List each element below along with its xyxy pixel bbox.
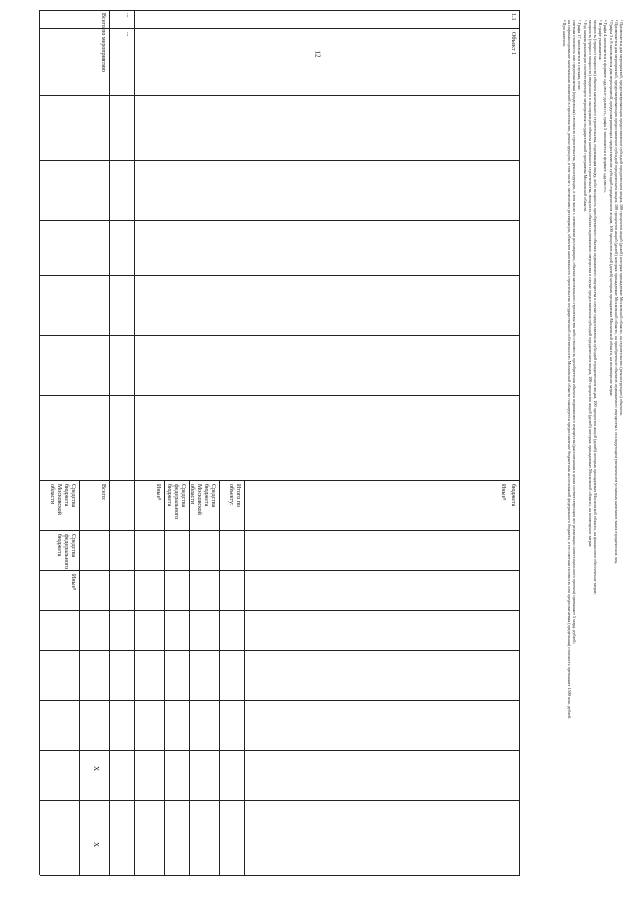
footnotes [562, 20, 624, 880]
footnote-7a: сметная стоимость или предполагаемая (предельная) стоимость строительства, реконструкции, в том числе с элементами реставрации, объекта капитального строительства либо стоимость приобретения объекта недвижимого имущества (рассчитанная в ценах соответствующих лет реализации инвестиционного проекта) превышает 5 млрд. рублей; [572, 20, 578, 644]
footnote-3: ³ Графы 3 и 8 заполняются для мероприятий, предусматривающих предоставление субсидий юридическим лицам, 100 процентов акций (долей) которых принадлежат Московской области, на возмещение затрат. [608, 20, 614, 397]
object-source-total: Итого по объекту: [228, 484, 241, 507]
total-source-other: Иные⁸ [70, 574, 76, 591]
total-source-federal: Средства федерального бюджета [56, 534, 76, 570]
budget-top-label: бюджета [510, 484, 516, 507]
footnote-1: ¹ Применяется для мероприятий, предусматривающих предоставление субсидий юридическим лицам, 100 процентов акций (долей) которых принадлежат Московской области, на строительство (реконструкцию) объектов. [619, 20, 624, 416]
footnote-6: ⁶ Год начала реализации соответствующего мероприятия государственной программы Московской области. [582, 20, 588, 213]
object-source-other: Иные⁸ [155, 484, 161, 501]
footnote-7b: на софинансирование капитальных вложений в строительство, реконструкцию, в том числе с элементами реставрации, объектов капитального строительства государственной собственности Московской области планируется предоставление бюджетных ассигнований федерального бюджета, и его сметная стоимость или предполагаемая (предельная) стоимость превышает 1500 млн. рублей. [566, 20, 572, 720]
object-label: Объект 1 [510, 32, 516, 55]
ellipsis-cell-2: ... [125, 32, 131, 37]
x-mark: X [92, 766, 100, 772]
other-top-label: Иные⁸ [500, 484, 506, 501]
page-number: 12 [313, 50, 322, 58]
footnote-5: ⁵ В графе указывается: [598, 20, 604, 61]
total-label: Всего по мероприятию [100, 13, 106, 72]
footnote-2: ² Применяется для мероприятий, предусматривающих предоставление субсидий юридическим лицам, 100 процентов акций (долей) которых принадлежат Московской области, на приобретение объектов недвижимого имущества с последующим увеличением уставных капиталов таких юридических лиц. [613, 20, 619, 565]
footnote-8: ⁸ При наличии. [561, 20, 567, 48]
row-number: 1.1 [510, 13, 516, 21]
total-source-all: Всего: [100, 484, 106, 501]
x-mark: X [92, 842, 100, 848]
footnote-5a: мощность (прирост мощности) объекта капитального строительства, подлежащая вводу, либо мощность приобретаемого объекта недвижимого имущества в случае предоставления субсидий юридическим лицам, 100 процентов акций (долей) которых принадлежат Московской области, на финансовое обеспечение затрат; [592, 20, 598, 595]
object-source-federal: Средства федерального бюджета [166, 484, 186, 520]
investment-table [40, 10, 520, 875]
footnote-5b: мощность (прирост мощности) введенного в эксплуатацию объекта капитального строительства, мощность объекта недвижимого имущества в случае предоставления субсидий юридическим лицам, 100 процентов акций (долей) которых принадлежат Московской области, на возмещение затрат. [587, 20, 593, 548]
footnote-7: ⁷ Графа 17 заполняется в случаях, если: [577, 20, 583, 91]
total-source-regional: Средства бюджета Московской области [49, 484, 76, 515]
object-source-regional: Средства бюджета Московской области [189, 484, 216, 515]
footnote-4: ⁴ Графа 4 заполняется в формате «дд.мм.гг-дд.мм.гг», графа 5 заполняется в формате «дд.мм.гг». [603, 20, 609, 194]
ellipsis-cell: ... [125, 13, 131, 18]
